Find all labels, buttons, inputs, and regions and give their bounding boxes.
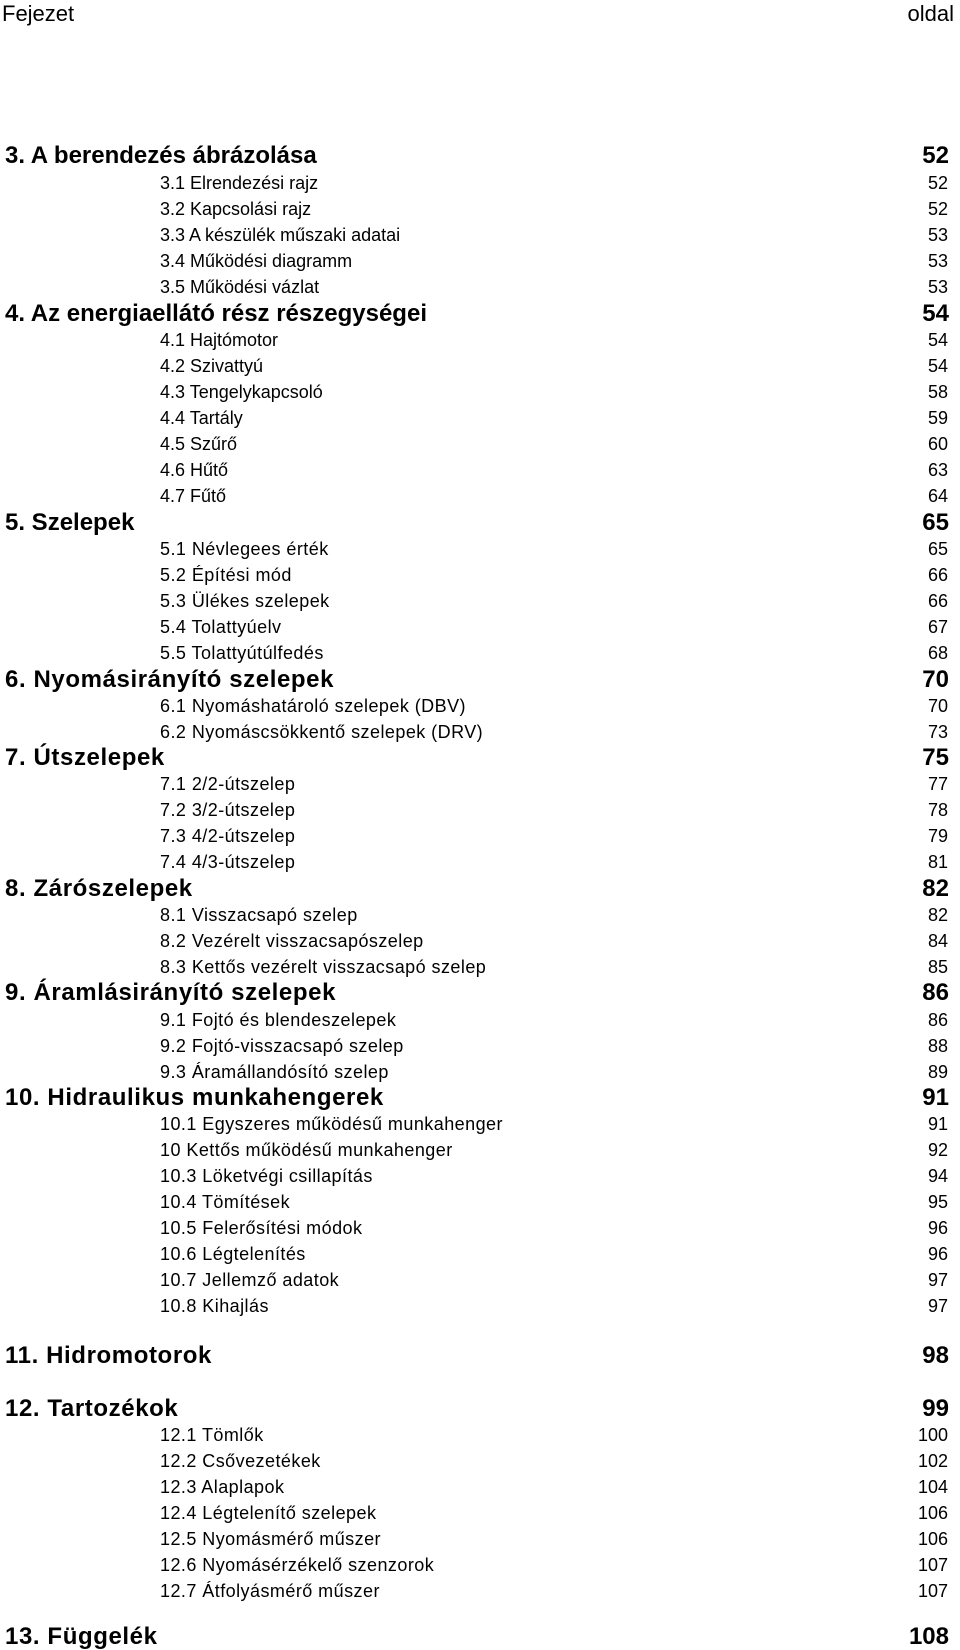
toc-section-row[interactable] (0, 222, 960, 248)
toc-section-row[interactable] (0, 1059, 960, 1085)
page-number: 102 (917, 1451, 948, 1471)
toc-section-row[interactable] (0, 327, 960, 353)
toc-section-row[interactable] (0, 928, 960, 954)
section-title: 4.5 Szűrő (160, 434, 238, 454)
toc-section-row[interactable] (0, 614, 960, 640)
section-title: 5.5 Tolattyútúlfedés (160, 643, 324, 663)
toc-section-row[interactable] (0, 248, 960, 274)
toc-section-row[interactable] (0, 693, 960, 719)
section-title: 8.3 Kettős vezérelt visszacsapó szelep (160, 957, 487, 977)
toc-section-row[interactable] (0, 588, 960, 614)
toc-section-row[interactable] (0, 1448, 960, 1474)
toc-chapter-row[interactable] (0, 667, 960, 693)
section-title: 4.6 Hűtő (160, 460, 229, 480)
toc-section-row[interactable] (0, 405, 960, 431)
page-number: 98 (922, 1342, 949, 1369)
toc-section-row[interactable] (0, 797, 960, 823)
section-title: 12.1 Tömlők (160, 1425, 264, 1445)
section-title: 12.2 Csővezetékek (160, 1451, 321, 1471)
page-number: 52 (927, 199, 948, 219)
section-title: 3.5 Működési vázlat (160, 277, 320, 297)
section-title: 12.5 Nyomásmérő műszer (160, 1529, 381, 1549)
page-number: 100 (917, 1425, 948, 1445)
toc-section-row[interactable] (0, 562, 960, 588)
toc-section-row[interactable] (0, 1007, 960, 1033)
page-number: 106 (917, 1529, 948, 1549)
header-chapter-label: Fejezet (2, 1, 75, 26)
chapter-title: 4. Az energiaellátó rész részegységei (5, 300, 427, 327)
section-title: 6.1 Nyomáshatároló szelepek (DBV) (160, 696, 466, 716)
toc-section-row[interactable] (0, 849, 960, 875)
page-number: 64 (927, 486, 948, 506)
section-title: 4.4 Tartály (160, 408, 243, 428)
page-number: 52 (927, 173, 948, 193)
section-title: 6.2 Nyomáscsökkentő szelepek (DRV) (160, 722, 484, 742)
section-title: 5.2 Építési mód (160, 565, 292, 585)
page-number: 96 (927, 1218, 948, 1238)
toc-section-row[interactable] (0, 640, 960, 666)
toc-section-row[interactable] (0, 483, 960, 509)
toc-section-row[interactable] (0, 771, 960, 797)
toc-section-row[interactable] (0, 1293, 960, 1319)
toc-chapter-row[interactable] (0, 876, 960, 902)
page-number: 54 (922, 300, 949, 327)
page-number: 97 (927, 1270, 948, 1290)
chapter-title: 12. Tartozékok (5, 1395, 179, 1422)
toc-section-row[interactable] (0, 1137, 960, 1163)
section-title: 7.4 4/3-útszelep (160, 852, 296, 872)
section-title: 9.3 Áramállandósító szelep (160, 1062, 389, 1082)
page-number: 104 (917, 1477, 948, 1497)
toc-chapter-row[interactable] (0, 1396, 960, 1422)
toc-section-row[interactable] (0, 1526, 960, 1552)
section-title: 8.1 Visszacsapó szelep (160, 905, 358, 925)
page-number: 85 (927, 957, 948, 977)
section-title: 10.3 Löketvégi csillapítás (160, 1166, 373, 1186)
chapter-title: 3. A berendezés ábrázolása (5, 142, 317, 169)
chapter-title: 6. Nyomásirányító szelepek (5, 666, 335, 693)
page-number: 68 (927, 643, 948, 663)
page-number: 66 (927, 565, 948, 585)
page-number: 63 (927, 460, 948, 480)
page-number: 75 (922, 744, 949, 771)
toc-section-row[interactable] (0, 823, 960, 849)
chapter-title: 11. Hidromotorok (5, 1342, 212, 1369)
toc-section-row[interactable] (0, 274, 960, 300)
header-page-label: oldal (907, 1, 954, 26)
toc-section-row[interactable] (0, 719, 960, 745)
toc-section-row[interactable] (0, 1033, 960, 1059)
chapter-title: 13. Függelék (5, 1623, 158, 1650)
page-number: 70 (927, 696, 948, 716)
toc-section-row[interactable] (0, 1500, 960, 1526)
section-title: 9.2 Fojtó-visszacsapó szelep (160, 1036, 404, 1056)
section-title: 12.4 Légtelenítő szelepek (160, 1503, 377, 1523)
section-title: 10.7 Jellemző adatok (160, 1270, 340, 1290)
section-title: 10.6 Légtelenítés (160, 1244, 306, 1264)
chapter-title: 10. Hidraulikus munkahengerek (5, 1084, 384, 1111)
section-title: 8.2 Vezérelt visszacsapószelep (160, 931, 424, 951)
page-number: 77 (927, 774, 948, 794)
page-number: 79 (927, 826, 948, 846)
toc-section-row[interactable] (0, 431, 960, 457)
page-number: 107 (917, 1555, 948, 1575)
page-number: 91 (927, 1114, 948, 1134)
section-title: 10.8 Kihajlás (160, 1296, 269, 1316)
toc-section-row[interactable] (0, 902, 960, 928)
section-title: 3.4 Működési diagramm (160, 251, 353, 271)
page-number: 53 (927, 277, 948, 297)
page-number: 106 (917, 1503, 948, 1523)
toc-section-row[interactable] (0, 196, 960, 222)
page-number: 54 (927, 330, 948, 350)
section-title: 4.3 Tengelykapcsoló (160, 382, 323, 402)
page-number: 88 (927, 1036, 948, 1056)
section-title: 12.3 Alaplapok (160, 1477, 285, 1497)
page-number: 82 (922, 875, 949, 902)
chapter-title: 8. Zárószelepek (5, 875, 193, 902)
page-number: 94 (927, 1166, 948, 1186)
page-number: 59 (927, 408, 948, 428)
section-title: 10.1 Egyszeres működésű munkahenger (160, 1114, 503, 1134)
toc-section-row[interactable] (0, 1215, 960, 1241)
page-number: 53 (927, 251, 948, 271)
section-title: 7.1 2/2-útszelep (160, 774, 296, 794)
page-number: 52 (922, 142, 949, 169)
page-number: 60 (927, 434, 948, 454)
toc-section-row[interactable] (0, 1552, 960, 1578)
page-number: 81 (927, 852, 948, 872)
section-title: 5.3 Ülékes szelepek (160, 591, 330, 611)
page-number: 65 (922, 509, 949, 536)
page-number: 53 (927, 225, 948, 245)
page-number: 96 (927, 1244, 948, 1264)
toc-section-row[interactable] (0, 1241, 960, 1267)
section-title: 3.3 A készülék műszaki adatai (160, 225, 401, 245)
chapter-title: 5. Szelepek (5, 509, 135, 536)
toc-section-row[interactable] (0, 1422, 960, 1448)
section-title: 10 Kettős működésű munkahenger (160, 1140, 453, 1160)
toc-section-row[interactable] (0, 1267, 960, 1293)
page-number: 86 (927, 1010, 948, 1030)
section-title: 4.2 Szivattyú (160, 356, 264, 376)
toc-chapter-row[interactable] (0, 745, 960, 771)
page-number: 95 (927, 1192, 948, 1212)
page-number: 73 (927, 722, 948, 742)
page-number: 91 (922, 1084, 949, 1111)
toc-chapter-row[interactable] (0, 301, 960, 327)
page-number: 67 (927, 617, 948, 637)
page-number: 84 (927, 931, 948, 951)
section-title: 3.1 Elrendezési rajz (160, 173, 319, 193)
section-title: 3.2 Kapcsolási rajz (160, 199, 312, 219)
toc-section-row[interactable] (0, 536, 960, 562)
toc-section-row[interactable] (0, 1111, 960, 1137)
page-number: 70 (922, 666, 949, 693)
section-title: 5.1 Névlegees érték (160, 539, 329, 559)
chapter-title: 7. Útszelepek (5, 744, 165, 771)
toc-section-row[interactable] (0, 1474, 960, 1500)
toc-chapter-row[interactable] (0, 1624, 960, 1650)
section-title: 5.4 Tolattyúelv (160, 617, 282, 637)
page-number: 99 (922, 1395, 949, 1422)
page-number: 89 (927, 1062, 948, 1082)
toc-section-row[interactable] (0, 170, 960, 196)
toc-chapter-row[interactable] (0, 510, 960, 536)
page-number: 58 (927, 382, 948, 402)
page-number: 66 (927, 591, 948, 611)
toc-section-row[interactable] (0, 1578, 960, 1604)
section-title: 12.6 Nyomásérzékelő szenzorok (160, 1555, 435, 1575)
page-number: 78 (927, 800, 948, 820)
page-number: 107 (917, 1581, 948, 1601)
section-title: 4.7 Fűtő (160, 486, 227, 506)
section-title: 10.5 Felerősítési módok (160, 1218, 363, 1238)
toc-chapter-row[interactable] (0, 1343, 960, 1369)
section-title: 4.1 Hajtómotor (160, 330, 279, 350)
toc-section-row[interactable] (0, 353, 960, 379)
toc-section-row[interactable] (0, 1189, 960, 1215)
toc-section-row[interactable] (0, 1163, 960, 1189)
page-number: 65 (927, 539, 948, 559)
toc-chapter-row[interactable] (0, 1085, 960, 1111)
section-title: 12.7 Átfolyásmérő műszer (160, 1581, 380, 1601)
page-number: 108 (908, 1623, 949, 1650)
section-title: 10.4 Tömítések (160, 1192, 291, 1212)
page-number: 92 (927, 1140, 948, 1160)
section-title: 7.2 3/2-útszelep (160, 800, 296, 820)
page-number: 86 (922, 979, 949, 1006)
toc-section-row[interactable] (0, 379, 960, 405)
page-number: 97 (927, 1296, 948, 1316)
page-number: 82 (927, 905, 948, 925)
chapter-title: 9. Áramlásirányító szelepek (5, 979, 337, 1006)
section-title: 9.1 Fojtó és blendeszelepek (160, 1010, 397, 1030)
page-number: 54 (927, 356, 948, 376)
toc-chapter-row[interactable] (0, 143, 960, 169)
toc-section-row[interactable] (0, 954, 960, 980)
section-title: 7.3 4/2-útszelep (160, 826, 296, 846)
toc-chapter-row[interactable] (0, 980, 960, 1006)
toc-section-row[interactable] (0, 457, 960, 483)
